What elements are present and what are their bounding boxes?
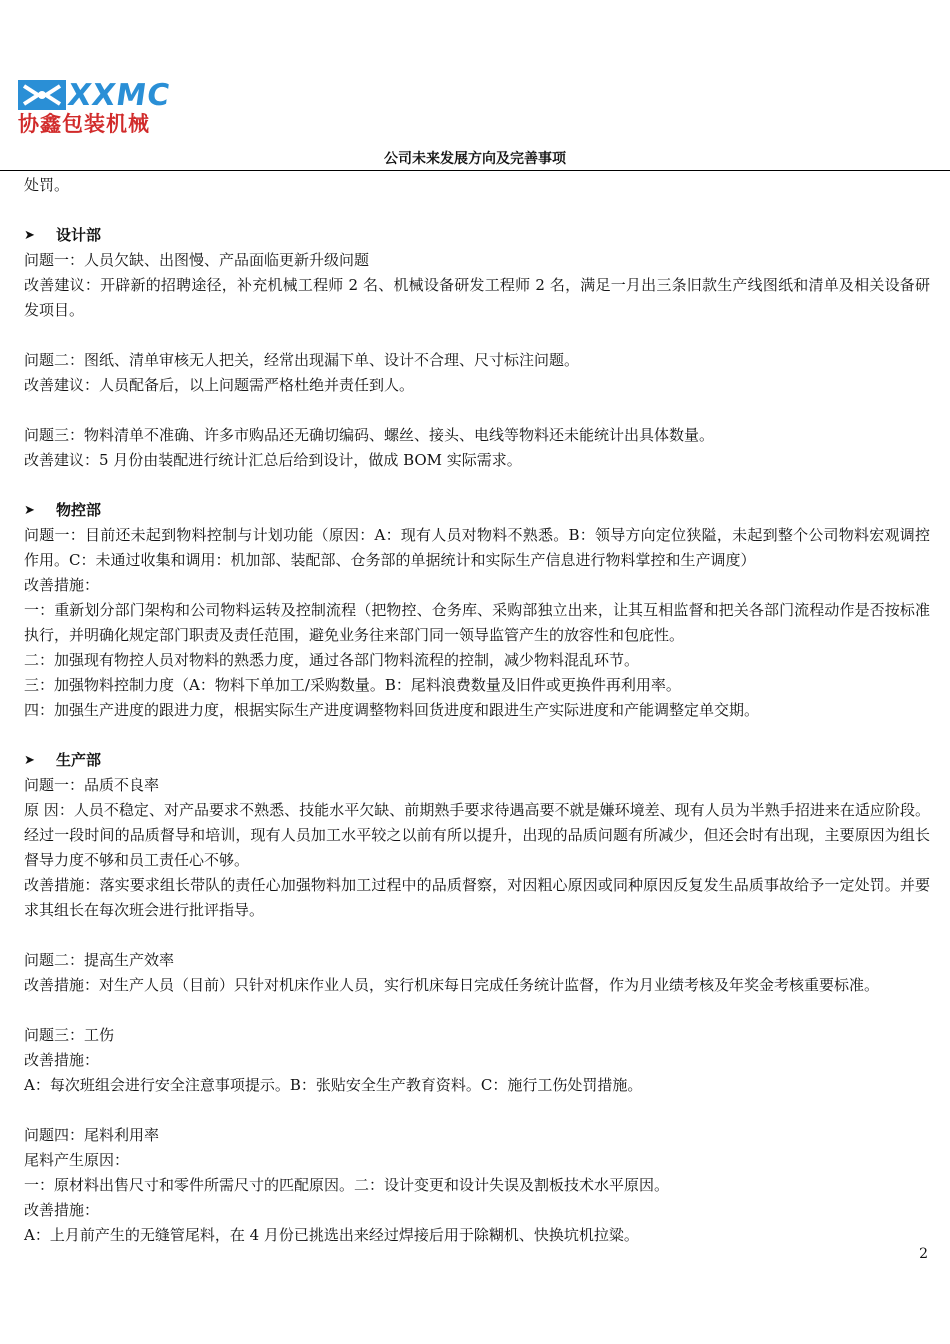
section-title: 生产部 xyxy=(56,751,102,769)
paragraph: 问题一：人员欠缺、出图慢、产品面临更新升级问题 xyxy=(24,251,370,269)
paragraph: 尾料产生原因： xyxy=(24,1151,130,1169)
paragraph: 改善建议：开辟新的招聘途径，补充机械工程师 2 名、机械设备研发工程师 2 名，满足一月出三条旧款生产线图纸和清单及相关设备研发项目。 xyxy=(24,276,930,319)
paragraph: 改善措施：落实要求组长带队的责任心加强物料加工过程中的品质督察，对因粗心原因或同种原因反复发生品质事故给予一定处罚。并要求其组长在每次班会进行批评指导。 xyxy=(24,876,930,919)
arrow-bullet-icon: ➤ xyxy=(24,503,35,518)
section-heading-production xyxy=(24,748,930,773)
paragraph: 问题二：提高生产效率 xyxy=(24,951,175,969)
paragraph: 处罚。 xyxy=(24,176,70,194)
section-title: 设计部 xyxy=(56,226,102,244)
logo-brand-text: XXMC xyxy=(65,78,173,113)
paragraph: 改善措施： xyxy=(24,576,100,594)
document-body xyxy=(24,173,930,1248)
arrow-bullet-icon: ➤ xyxy=(24,228,35,243)
paragraph: 问题二：图纸、清单审核无人把关，经常出现漏下单、设计不合理、尺寸标注问题。 xyxy=(24,351,580,369)
paragraph: 问题一：品质不良率 xyxy=(24,776,160,794)
paragraph: 改善措施： xyxy=(24,1051,100,1069)
paragraph: 改善措施：对生产人员（目前）只针对机床作业人员，实行机床每日完成任务统计监督，作为月业绩考核及年奖金考核重要标准。 xyxy=(24,976,880,994)
paragraph: 问题三：物料清单不准确、许多市购品还无确切编码、螺丝、接头、电线等物料还未能统计出具体数量。 xyxy=(24,426,715,444)
paragraph: 问题一：目前还未起到物料控制与计划功能（原因：A：现有人员对物料不熟悉。B：领导方向定位狭隘，未起到整个公司物料宏观调控作用。C：未通过收集和调用：机加部、装配部、仓务部的单据统计和实际生产信息进行物料掌控和生产调度） xyxy=(24,526,930,569)
page-header-title: 公司未来发展方向及完善事项 xyxy=(384,151,566,167)
arrow-bullet-icon: ➤ xyxy=(24,753,35,768)
paragraph: 一：原材料出售尺寸和零件所需尺寸的匹配原因。二：设计变更和设计失误及割板技术水平原因。 xyxy=(24,1176,670,1194)
paragraph: 四：加强生产进度的跟进力度，根据实际生产进度调整物料回货进度和跟进生产实际进度和产能调整定单交期。 xyxy=(24,701,760,719)
page-number: 2 xyxy=(919,1246,928,1262)
company-logo xyxy=(18,80,198,136)
paragraph: 问题三：工伤 xyxy=(24,1026,115,1044)
logo-company-name: 协鑫包装机械 xyxy=(18,112,150,136)
paragraph: 改善建议：5 月份由装配进行统计汇总后给到设计，做成 BOM 实际需求。 xyxy=(24,451,522,469)
paragraph: A：上月前产生的无缝管尾料，在 4 月份已挑选出来经过焊接后用于除糊机、快换坑机拉粱。 xyxy=(24,1226,639,1244)
logo-mark-icon xyxy=(18,80,66,110)
paragraph: 问题四：尾料利用率 xyxy=(24,1126,160,1144)
paragraph: 二：加强现有物控人员对物料的熟悉力度，通过各部门物料流程的控制，减少物料混乱环节。 xyxy=(24,651,640,669)
paragraph: 改善措施： xyxy=(24,1201,100,1219)
section-heading-design xyxy=(24,223,930,248)
paragraph: 原 因：人员不稳定、对产品要求不熟悉、技能水平欠缺、前期熟手要求待遇高要不就是嫌环境差、现有人员为半熟手招进来在适应阶段。经过一段时间的品质督导和培训，现有人员加工水平较之以前有所以提升，出现的品质问题有所减少，但还会时有出现，主要原因为组长督导力度不够和员工责任心不够。 xyxy=(24,801,930,869)
header-divider xyxy=(0,170,950,171)
paragraph: 三：加强物料控制力度（A：物料下单加工/采购数量。B：尾料浪费数量及旧件或更换件再利用率。 xyxy=(24,676,681,694)
paragraph: 一：重新划分部门架构和公司物料运转及控制流程（把物控、仓务库、采购部独立出来，让其互相监督和把关各部门流程动作是否按标准执行，并明确化规定部门职责及责任范围，避免业务往来部门同一领导监管产生的放容性和包庇性。 xyxy=(24,601,930,644)
paragraph: A：每次班组会进行安全注意事项提示。B：张贴安全生产教育资料。C：施行工伤处罚措施。 xyxy=(24,1076,643,1094)
paragraph: 改善建议：人员配备后，以上问题需严格杜绝并责任到人。 xyxy=(24,376,415,394)
section-title: 物控部 xyxy=(56,501,102,519)
section-heading-material-control xyxy=(24,498,930,523)
